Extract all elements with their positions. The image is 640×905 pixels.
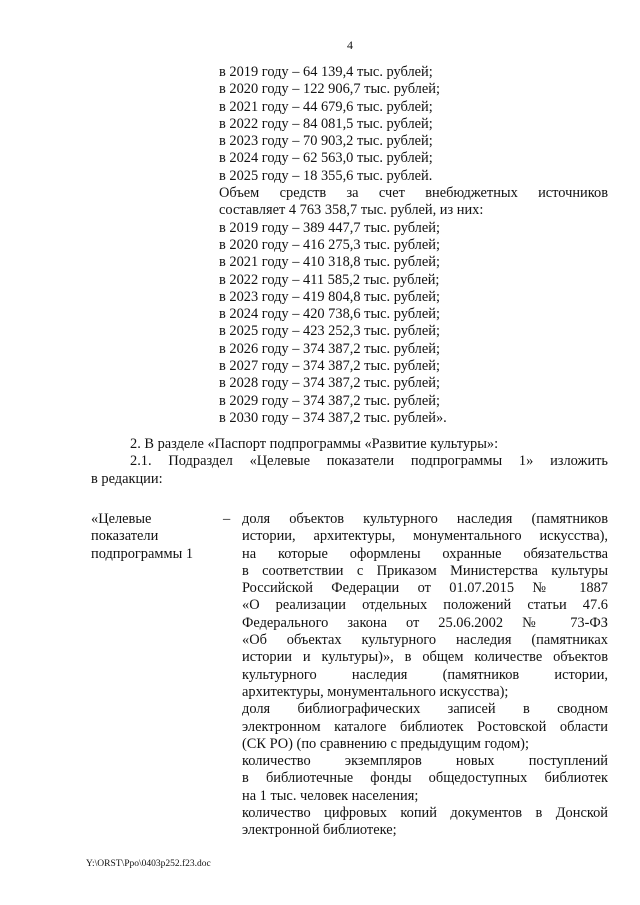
indicator-line: доля объектов культурного наследия (памятников bbox=[242, 511, 608, 527]
extrabudget-year-line: в 2030 году – 374 387,2 тыс. рублей». bbox=[219, 409, 447, 426]
subsection-instruction-end: в редакции: bbox=[91, 470, 163, 487]
label-line: подпрограммы 1 bbox=[91, 545, 194, 562]
extrabudget-year-line: в 2026 году – 374 387,2 тыс. рублей; bbox=[219, 340, 440, 357]
extrabudget-year-line: в 2023 году – 419 804,8 тыс. рублей; bbox=[219, 288, 440, 305]
file-path-footer: Y:\ORST\Ppo\0403p252.f23.doc bbox=[86, 859, 211, 869]
budget-year-line: в 2022 году – 84 081,5 тыс. рублей; bbox=[219, 115, 433, 132]
indicator-line: электронной библиотеке; bbox=[242, 822, 397, 839]
indicators-label-cell bbox=[91, 511, 211, 563]
page-number: 4 bbox=[347, 38, 353, 52]
indicator-line: на 1 тыс. человек населения; bbox=[242, 787, 419, 804]
budget-year-line: в 2019 году – 64 139,4 тыс. рублей; bbox=[219, 64, 433, 80]
indicator-line: количество экземпляров новых поступлений bbox=[242, 753, 608, 770]
extrabudget-year-line: в 2029 году – 374 387,2 тыс. рублей; bbox=[219, 392, 440, 409]
dash-separator bbox=[223, 511, 235, 528]
indicator-line: Федерального закона от 25.06.2002 № 73-ФЗ bbox=[242, 614, 608, 631]
indicator-line: в соответствии с Приказом Министерства культуры bbox=[242, 562, 608, 579]
section-heading: 2. В разделе «Паспорт подпрограммы «Развитие культуры»: bbox=[130, 436, 499, 452]
dash: – bbox=[223, 511, 231, 527]
subsection-instruction: 2.1. Подраздел «Целевые показатели подпрограммы 1» изложить bbox=[130, 453, 608, 470]
extrabudget-year-line: в 2021 году – 410 318,8 тыс. рублей; bbox=[219, 254, 440, 271]
extrabudget-year-line: в 2024 году – 420 738,6 тыс. рублей; bbox=[219, 306, 440, 323]
label-line: «Целевые bbox=[91, 511, 152, 527]
extrabudget-intro: Объем средств за счет внебюджетных источников bbox=[219, 185, 608, 202]
extrabudget-year-line: в 2025 году – 423 252,3 тыс. рублей; bbox=[219, 323, 440, 340]
indicator-line: «Об объектах культурного наследия (памятниках bbox=[242, 632, 608, 649]
indicator-line: количество цифровых копий документов в Донской bbox=[242, 805, 608, 822]
indicator-line: «О реализации отдельных положений статьи 47.6 bbox=[242, 597, 608, 614]
section-2 bbox=[91, 436, 608, 488]
budget-year-line: в 2021 году – 44 679,6 тыс. рублей; bbox=[219, 98, 433, 115]
indicator-line: электронном каталоге библиотек Ростовской области bbox=[242, 718, 608, 735]
indicator-line: (СК РО) (по сравнению с предыдущим годом); bbox=[242, 735, 529, 752]
funding-block bbox=[219, 64, 608, 427]
budget-year-line: в 2025 году – 18 355,6 тыс. рублей. bbox=[219, 167, 433, 184]
indicator-line: истории и культуры)», в общем количестве объектов bbox=[242, 649, 608, 666]
indicator-line: культурного наследия (памятников истории, bbox=[242, 666, 608, 683]
indicator-line: Российской Федерации от 01.07.2015 № 1887 bbox=[242, 580, 608, 597]
budget-year-line: в 2023 году – 70 903,2 тыс. рублей; bbox=[219, 133, 433, 150]
extrabudget-year-line: в 2028 году – 374 387,2 тыс. рублей; bbox=[219, 375, 440, 392]
indicators-list-cell bbox=[242, 511, 608, 840]
extrabudget-year-line: в 2022 году – 411 585,2 тыс. рублей; bbox=[219, 271, 440, 288]
indicator-line: в библиотечные фонды общедоступных библиотек bbox=[242, 770, 608, 787]
extrabudget-year-line: в 2019 году – 389 447,7 тыс. рублей; bbox=[219, 219, 440, 236]
indicator-line: доля библиографических записей в сводном bbox=[242, 701, 608, 718]
extrabudget-year-line: в 2027 году – 374 387,2 тыс. рублей; bbox=[219, 358, 440, 375]
indicator-line: архитектуры, монументального искусства); bbox=[242, 683, 509, 700]
indicator-line: на которые оформлены охранные обязательства bbox=[242, 545, 608, 562]
label-line: показатели bbox=[91, 528, 159, 545]
budget-year-line: в 2020 году – 122 906,7 тыс. рублей; bbox=[219, 81, 440, 98]
extrabudget-year-line: в 2020 году – 416 275,3 тыс. рублей; bbox=[219, 236, 440, 253]
extrabudget-total: составляет 4 763 358,7 тыс. рублей, из них: bbox=[219, 202, 484, 219]
budget-year-line: в 2024 году – 62 563,0 тыс. рублей; bbox=[219, 150, 433, 167]
indicator-line: истории, архитектуры, монументального искусства), bbox=[242, 528, 608, 545]
